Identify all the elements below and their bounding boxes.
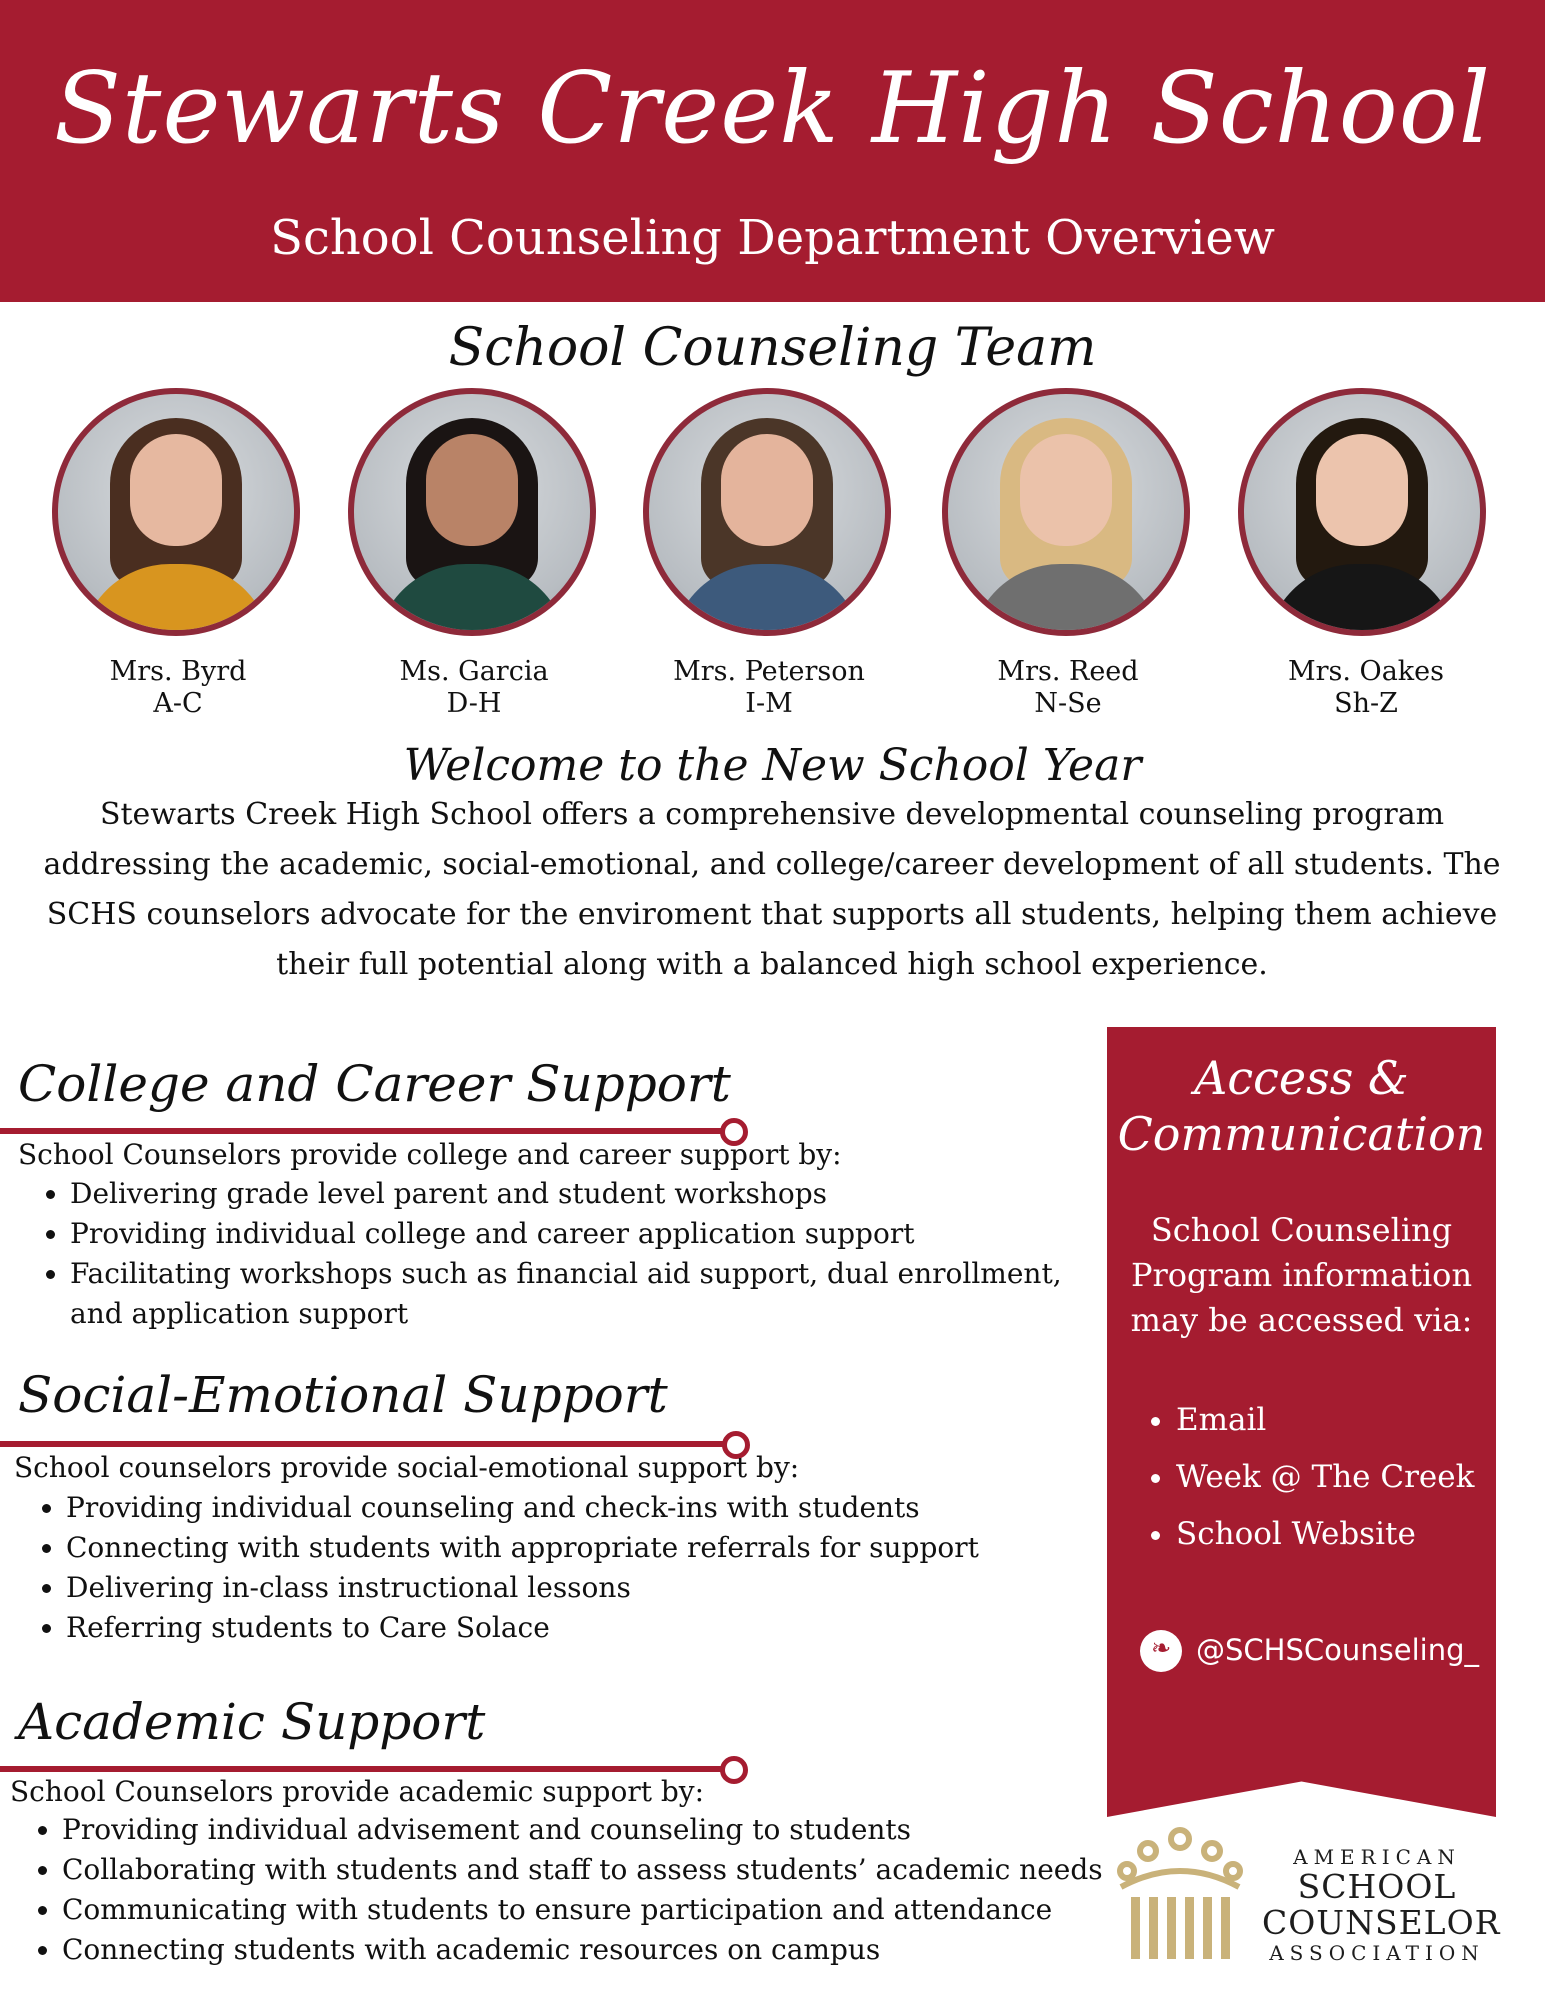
college-career-heading: College and Career Support bbox=[18, 1055, 731, 1113]
logo-line: SCHOOL bbox=[1297, 1867, 1457, 1906]
channel-email: • Email bbox=[1176, 1392, 1474, 1449]
counselor-label bbox=[938, 656, 1198, 720]
counselor-photo-reed bbox=[942, 388, 1190, 636]
counselor-label bbox=[1236, 656, 1496, 720]
counselor-name: Mrs. Reed bbox=[997, 656, 1139, 687]
list-item: • Delivering in-class instructional lessons bbox=[66, 1568, 1106, 1608]
access-description: School Counseling Program information may be accessed via: bbox=[1130, 1211, 1473, 1339]
access-communication-heading bbox=[1107, 1050, 1496, 1162]
list-item: • Providing individual college and career application support bbox=[70, 1214, 1110, 1254]
team-heading: School Counseling Team bbox=[448, 318, 1097, 378]
counselor-range: D-H bbox=[446, 688, 502, 719]
social-emotional-heading: Social-Emotional Support bbox=[18, 1366, 668, 1424]
counselor-name: Mrs. Byrd bbox=[109, 656, 247, 687]
school-title: Stewarts Creek High School bbox=[53, 52, 1492, 166]
counselor-range: A-C bbox=[153, 688, 203, 719]
twitter-icon: ❧ bbox=[1140, 1630, 1182, 1672]
academic-list bbox=[28, 1810, 1122, 1970]
department-subtitle: School Counseling Department Overview bbox=[270, 210, 1275, 266]
list-item: • Delivering grade level parent and student workshops bbox=[70, 1174, 1110, 1214]
counselor-range: N-Se bbox=[1034, 688, 1102, 719]
section-lead: School Counselors provide college and career support by: bbox=[18, 1138, 842, 1171]
counselor-range: Sh-Z bbox=[1334, 688, 1398, 719]
twitter-handle: @SCHSCounseling_ bbox=[1196, 1633, 1479, 1667]
list-item: • Communicating with students to ensure participation and attendance bbox=[62, 1890, 1122, 1930]
social-emotional-list bbox=[32, 1488, 1106, 1648]
list-item: • Connecting with students with appropriate referrals for support bbox=[66, 1528, 1106, 1568]
section-divider bbox=[0, 1766, 722, 1772]
list-item: • Providing individual advisement and counseling to students bbox=[62, 1810, 1122, 1850]
academic-heading: Academic Support bbox=[18, 1693, 486, 1751]
section-divider bbox=[0, 1128, 722, 1134]
counselor-photo-garcia bbox=[348, 388, 596, 636]
counselor-photo-byrd bbox=[52, 388, 300, 636]
counselor-photo-oakes bbox=[1238, 388, 1486, 636]
counselor-name: Mrs. Peterson bbox=[673, 656, 865, 687]
section-lead: School Counselors provide academic support by: bbox=[10, 1775, 705, 1808]
list-item: • Collaborating with students and staff to assess students’ academic needs bbox=[62, 1850, 1122, 1890]
asca-wordmark bbox=[1262, 1845, 1501, 1965]
heading-line: Access & bbox=[1194, 1051, 1409, 1105]
list-item: • Referring students to Care Solace bbox=[66, 1608, 1106, 1648]
divider-dot bbox=[720, 1756, 748, 1784]
logo-line: ASSOCIATION bbox=[1269, 1941, 1485, 1965]
logo-line: AMERICAN bbox=[1293, 1845, 1461, 1869]
counselor-label bbox=[48, 656, 308, 720]
channel-week-at-the-creek: • Week @ The Creek bbox=[1176, 1449, 1474, 1506]
page-header bbox=[0, 0, 1545, 302]
welcome-paragraph: Stewarts Creek High School offers a comprehensive developmental counseling program addressing the academic, social-emotional, and college/career development of all students. The SCHS counselors advocate for the enviroment that supports all students, helping them achieve their full potential along with a balanced high school experience. bbox=[43, 797, 1501, 982]
counselor-range: I-M bbox=[745, 688, 793, 719]
counselor-photo-peterson bbox=[643, 388, 891, 636]
access-channels-list bbox=[1140, 1392, 1474, 1563]
logo-line: COUNSELOR bbox=[1262, 1903, 1501, 1942]
counselor-name: Mrs. Oakes bbox=[1287, 656, 1444, 687]
section-lead: School counselors provide social-emotional support by: bbox=[14, 1451, 800, 1484]
counselor-name: Ms. Garcia bbox=[399, 656, 549, 687]
welcome-heading: Welcome to the New School Year bbox=[403, 740, 1142, 791]
counselor-label bbox=[344, 656, 604, 720]
list-item: • Facilitating workshops such as financial aid support, dual enrollment, and application support bbox=[70, 1254, 1110, 1334]
counselor-label bbox=[639, 656, 899, 720]
channel-school-website: • School Website bbox=[1176, 1506, 1474, 1563]
list-item: • Providing individual counseling and check-ins with students bbox=[66, 1488, 1106, 1528]
college-career-list bbox=[36, 1174, 1110, 1334]
asca-logo-icon bbox=[1115, 1825, 1245, 1965]
list-item: • Connecting students with academic resources on campus bbox=[62, 1930, 1122, 1970]
heading-line: Communication bbox=[1117, 1107, 1486, 1161]
section-divider bbox=[0, 1441, 724, 1447]
